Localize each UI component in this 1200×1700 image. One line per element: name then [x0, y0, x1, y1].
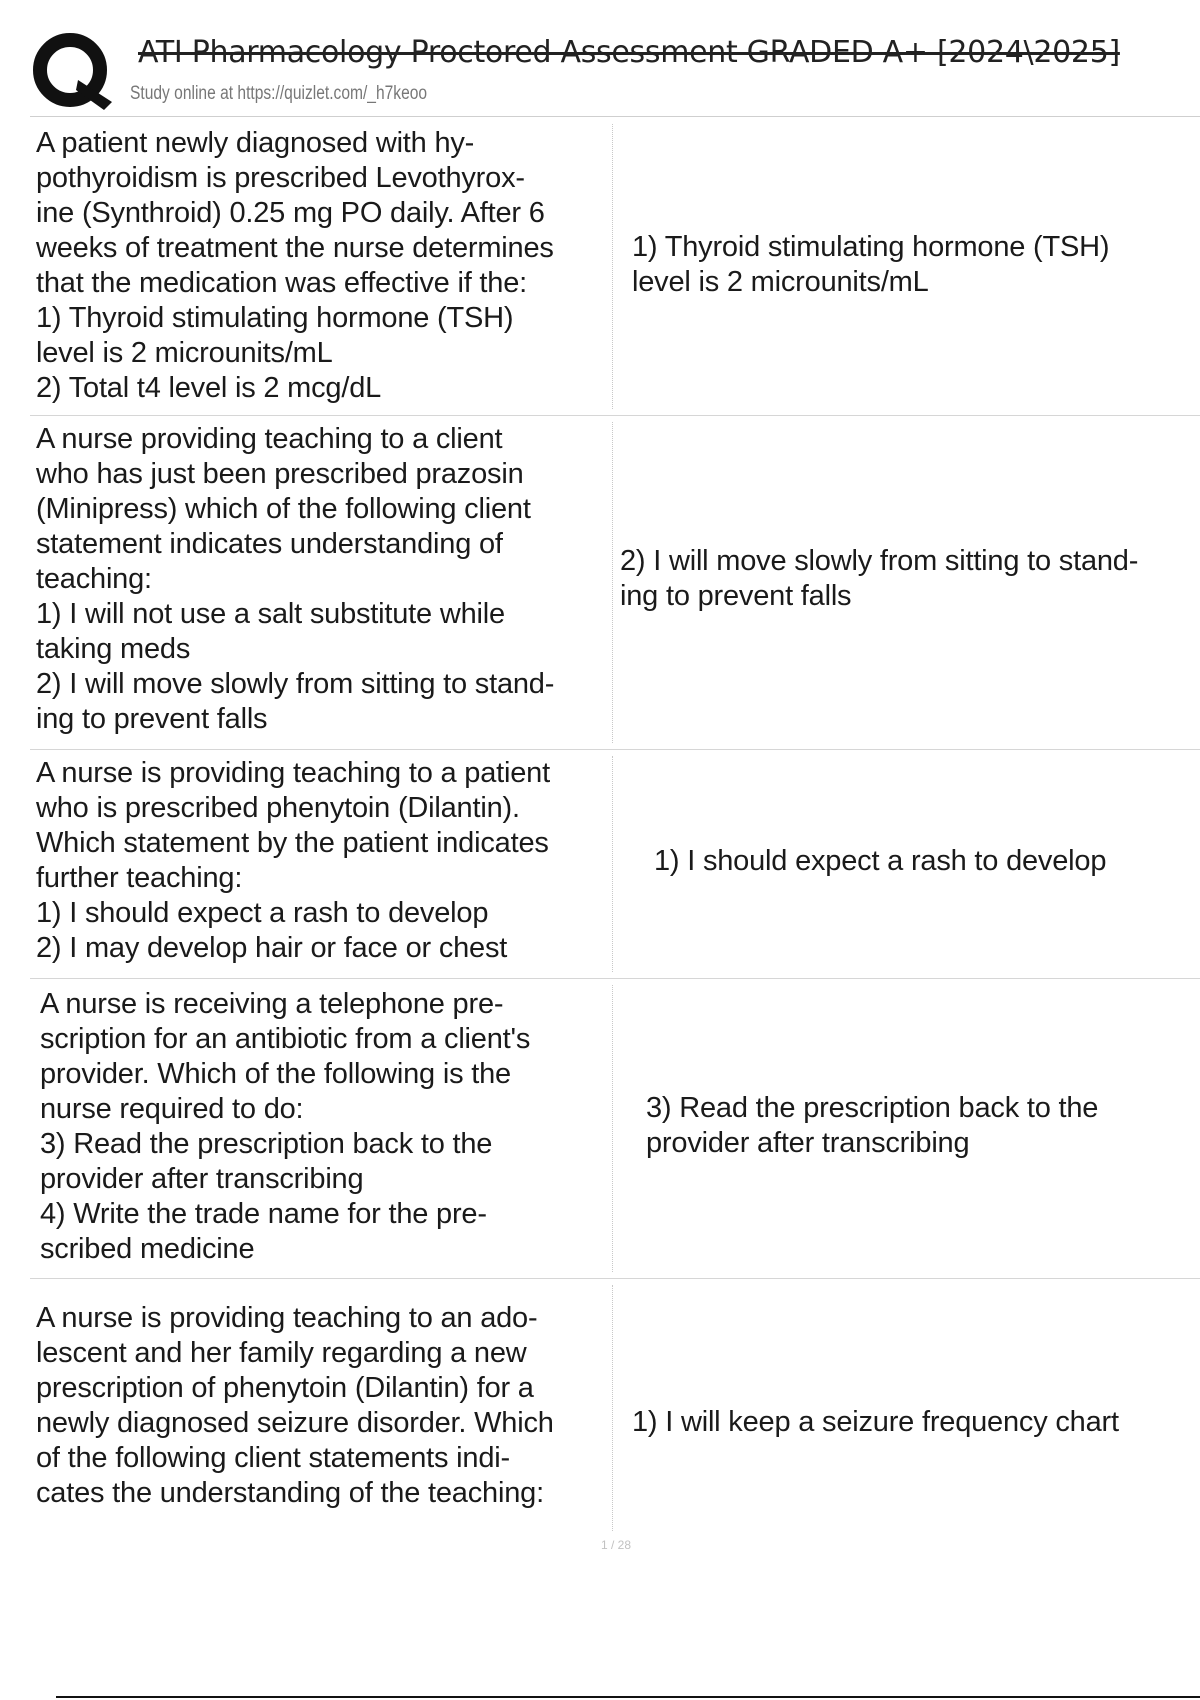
card-definition: 1) I will keep a seizure frequency chart — [632, 1406, 1119, 1438]
flashcard — [30, 979, 1200, 1279]
card-divider — [612, 1285, 613, 1531]
card-definition: 3) Read the prescription back to the provider after transcribing — [646, 1092, 1099, 1159]
card-divider — [612, 756, 613, 972]
card-definition: 2) I will move slowly from sitting to stand- ing to prevent falls — [620, 545, 1139, 612]
card-term: A nurse providing teaching to a client who has just been prescribed prazosin (Minipress) which of the following client statement indicates understanding of teaching: 1) I will not use a salt substitute while taking meds 2) I will move slowly from sitting to stand- ing to prevent falls — [36, 423, 555, 735]
flashcard-list — [30, 118, 1200, 1537]
card-term: A nurse is receiving a telephone pre- scription for an antibiotic from a client's provider. Which of the following is the nurse required to do: 3) Read the prescription back to the provider after transcribing 4) Write the trade name for the pre- scribed medicine — [40, 988, 531, 1265]
header-divider — [30, 116, 1200, 117]
page-number: 1 / 28 — [600, 1538, 632, 1552]
card-term: A nurse is providing teaching to a patient who is prescribed phenytoin (Dilantin). Which statement by the patient indicates further teaching: 1) I should expect a rash to develop 2) I may develop hair or face or chest — [36, 757, 550, 964]
flashcard — [30, 416, 1200, 750]
card-definition: 1) I should expect a rash to develop — [654, 845, 1107, 877]
page-header — [0, 0, 1200, 118]
footer-divider — [56, 1696, 1200, 1698]
card-term: A patient newly diagnosed with hy- pothyroidism is prescribed Levothyrox- ine (Synthroid) 0.25 mg PO daily. After 6 weeks of treatment the nurse determines that the medication was effective if the: 1) Thyroid stimulating hormone (TSH) level is 2 microunits/mL 2) Total t4 level is 2 mcg/dL — [36, 127, 554, 404]
flashcard — [30, 750, 1200, 979]
document-title: ATI Pharmacology Proctored Assessment GRADED A+ [2024\2025] — [138, 35, 1120, 70]
quizlet-q-logo-icon — [32, 30, 114, 112]
study-online-link[interactable]: Study online at https://quizlet.com/_h7keoo — [130, 83, 428, 104]
flashcard — [30, 118, 1200, 416]
card-term: A nurse is providing teaching to an ado- lescent and her family regarding a new prescription of phenytoin (Dilantin) for a newly diagnosed seizure disorder. Which of the following client statements indi- cates the understanding of the teaching: — [36, 1302, 554, 1509]
flashcard — [30, 1279, 1200, 1537]
card-divider — [612, 124, 613, 409]
card-definition: 1) Thyroid stimulating hormone (TSH) level is 2 microunits/mL — [632, 231, 1110, 298]
card-divider — [612, 422, 613, 743]
